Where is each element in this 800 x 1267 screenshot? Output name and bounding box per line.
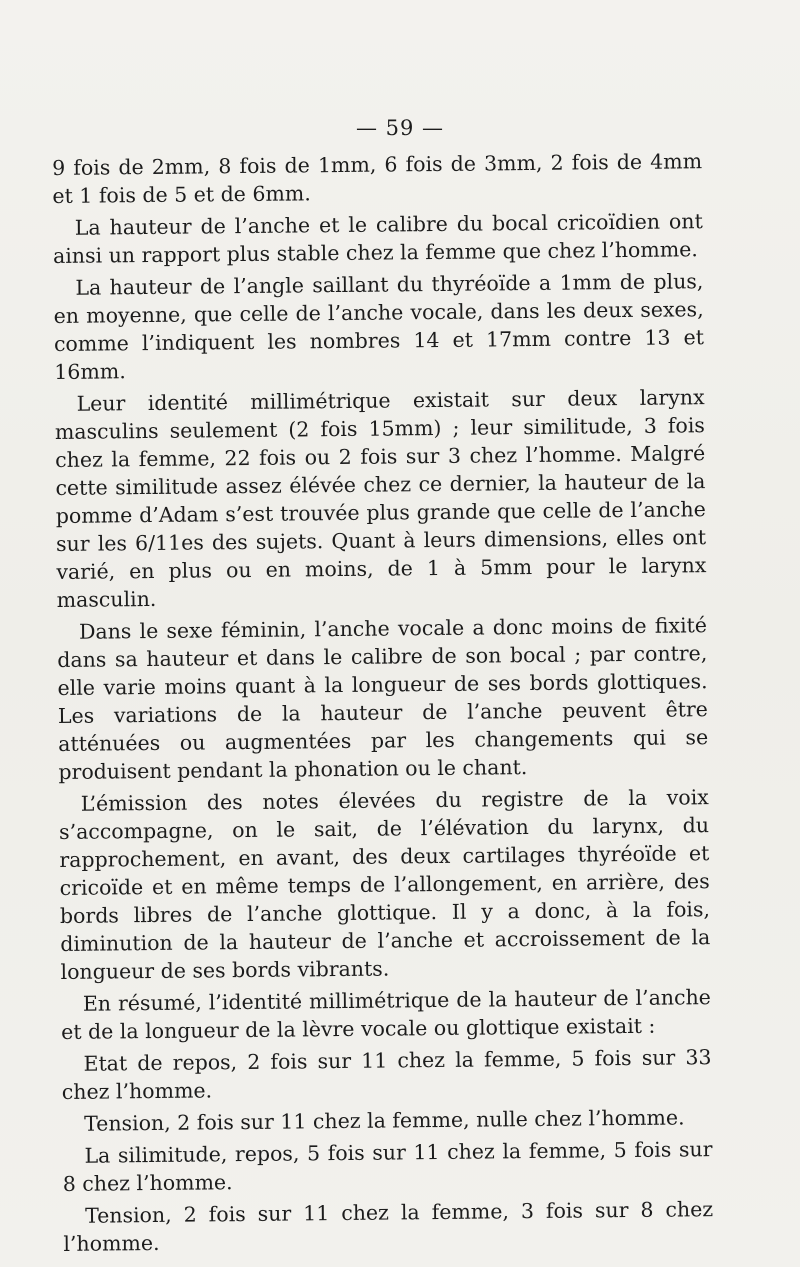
- body-text: [52, 147, 714, 1258]
- paragraph-7: En résumé, l’identité millimétrique de la hauteur de l’anche et de la longueur de la lèvre vocale ou glottique existait :: [61, 985, 711, 1044]
- paragraph-3: La hauteur de l’angle saillant du thyréoïde a 1mm de plus, en moyenne, que celle de l’anche vocale, dans les deux sexes, comme l’indiquent les nombres 14 et 17mm contre 13 et 16mm.: [53, 269, 705, 384]
- paragraph-10: La silimitude, repos, 5 fois sur 11 chez la femme, 5 fois sur 8 chez l’homme.: [62, 1137, 713, 1196]
- paragraph-5: Dans le sexe féminin, l’anche vocale a donc moins de fixité dans sa hauteur et dans le calibre de son bocal ; par contre, elle varie moins quant à la longueur de ses bords glottiques. Les variations de la hauteur de l’anche peuvent être atténuées ou augmentées par les changements qui se produisent pendant la phonation ou le chant.: [57, 613, 709, 784]
- paragraph-8: Etat de repos, 2 fois sur 11 chez la femme, 5 fois sur 33 chez l’homme.: [61, 1045, 712, 1104]
- paragraph-9: Tension, 2 fois sur 11 chez la femme, nulle chez l’homme.: [84, 1105, 685, 1136]
- paragraph-2: La hauteur de l’anche et le calibre du bocal cricoïdien ont ainsi un rapport plus stable chez la femme que chez l’homme.: [52, 209, 703, 268]
- paragraph-6: L’émission des notes élevées du registre de la voix s’accompagne, on le sait, de l’élévation du larynx, du rapprochement, en avant, des deux cartilages thyréoïde et cricoïde et en même temps de l’allongement, en arrière, des bords libres de l’anche glottique. Il y a donc, à la fois, diminution de la hauteur de l’anche et accroissement de la longueur de ses bords vibrants.: [58, 785, 711, 984]
- paragraph-4: Leur identité millimétrique existait sur deux larynx masculins seulement (2 fois 15mm) ; leur similitude, 3 fois chez la femme, 22 fois ou 2 fois sur 3 chez l’homme. Malgré cette similitude assez élévée chez ce dernier, la hauteur de la pomme d’Adam s’est trouvée plus grande que celle de l’anche sur les 6/11es des sujets. Quant à leurs dimensions, elles ont varié, en plus ou en moins, de 1 à 5mm pour le larynx masculin.: [54, 385, 707, 612]
- paragraph-11: Tension, 2 fois sur 11 chez la femme, 3 fois sur 8 chez l’homme.: [63, 1197, 714, 1256]
- paragraph-1: 9 fois de 2mm, 8 fois de 1mm, 6 fois de 3mm, 2 fois de 4mm et 1 fois de 5 et de 6mm.: [52, 149, 703, 208]
- page-number: — 59 —: [355, 116, 445, 140]
